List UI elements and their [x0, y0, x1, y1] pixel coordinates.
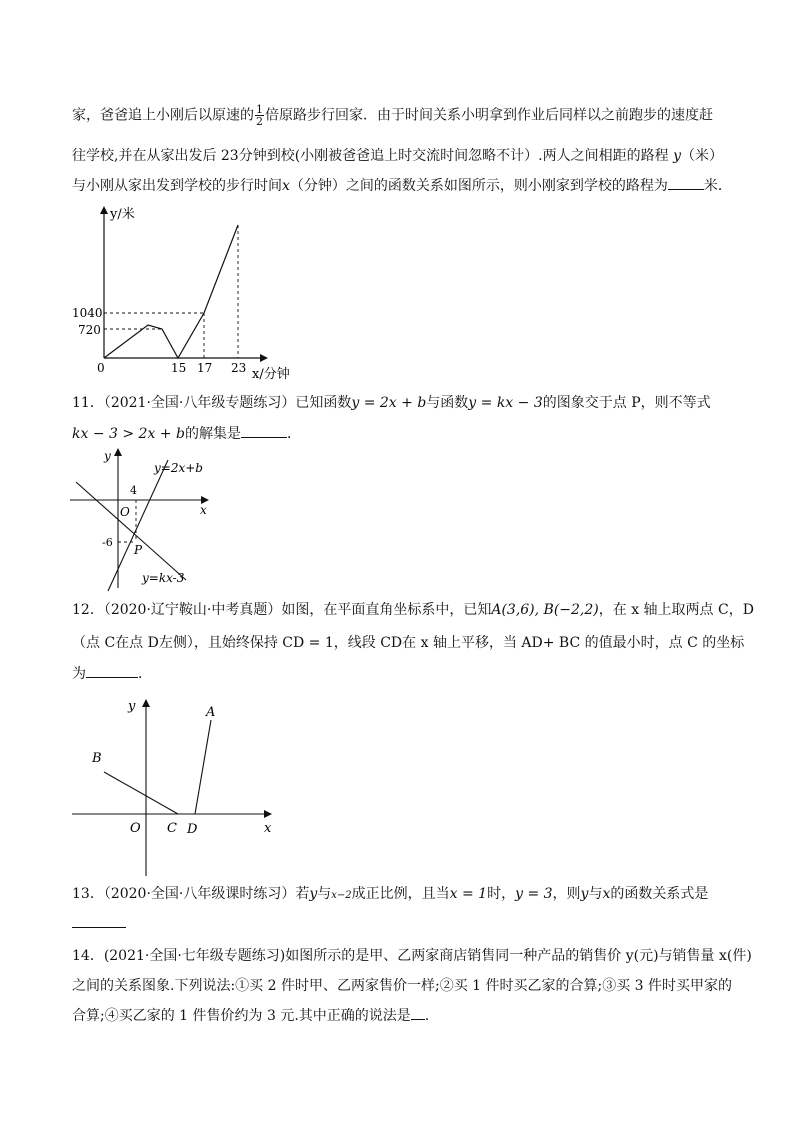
- x-tick-15: 15: [171, 361, 187, 375]
- y-axis-label: y/米: [110, 207, 135, 222]
- q14-line-2: 之间的关系图象.下列说法:①买 2 件时甲、乙两家售价一样;②买 1 件时买乙家的合算;③买 3 件时买甲家的: [72, 978, 733, 994]
- origin-label: O: [130, 821, 141, 836]
- y-tick-720: 720: [78, 323, 101, 337]
- y-tick-1040: 1040: [72, 306, 103, 320]
- x-axis-arrow: [260, 354, 268, 362]
- q10-line-1: 家，爸爸追上小刚后以原速的 $\frac{1}{2}$ 倍原路步行回家．由于时间关系小明拿到作业后同样以之前跑步的速度赶: [72, 103, 713, 128]
- segment-ad: [195, 720, 211, 814]
- point-a-label: A: [206, 705, 216, 720]
- x-axis-arrow: [264, 810, 272, 818]
- origin-label: 0: [97, 361, 105, 375]
- origin-label: O: [120, 505, 130, 519]
- q12-coordinate-graph: [66, 690, 286, 880]
- q13-line-2: [72, 914, 126, 934]
- point-b-label: B: [92, 751, 102, 766]
- x-axis-label: x/分钟: [252, 367, 290, 382]
- q12-line-1: 12．（2020·辽宁鞍山·中考真题）如图，在平面直角坐标系中，已知A(3,6), B(−2,2)，在 x 轴上取两点 C，D: [72, 602, 754, 618]
- x-label: x: [200, 503, 207, 517]
- x-tick-17: 17: [197, 361, 213, 375]
- q11-line-2: kx − 3 > 2x + b的解集是 ．: [72, 426, 301, 442]
- answer-blank[interactable]: [241, 437, 287, 438]
- point-p-label: P: [134, 543, 143, 557]
- line-label-kx-3: y=kx-3: [142, 571, 185, 585]
- x-label: x: [264, 821, 272, 836]
- q14-line-1: 14．(2021·全国·七年级专题练习)如图所示的是甲、乙两家商店销售同一种产品的销售价 y(元)与销售量 x(件): [72, 948, 752, 964]
- q10-line-3: 与小刚从家出发到学校的步行时间x（分钟）之间的函数关系如图所示，则小刚家到学校的路程为 米．: [72, 178, 732, 194]
- q11-intersecting-lines-graph: [66, 444, 216, 592]
- line-label-2x-b: y=2x+b: [154, 461, 203, 475]
- q11-line-1: 11．（2021·全国·八年级专题练习）已知函数y = 2x + b与函数y = kx − 3的图象交于点 P，则不等式: [72, 395, 711, 411]
- y-axis-arrow: [114, 448, 122, 456]
- y-axis-arrow: [142, 699, 150, 707]
- tick-minus-6: -6: [102, 536, 113, 549]
- point-d-label: D: [187, 822, 198, 837]
- q12-line-3: 为 ．: [72, 666, 152, 682]
- segment-bc: [104, 772, 178, 814]
- answer-blank[interactable]: [72, 927, 126, 928]
- q10-line-2: 往学校,并在从家出发后 23分钟到校(小刚被爸爸追上时交流时间忽略不计）.两人之间相距的路程 y（米）: [72, 148, 723, 164]
- q12-line-2: （点 C在点 D左侧），且始终保持 CD = 1，线段 CD在 x 轴上平移，当 AD+ BC 的值最小时，点 C 的坐标: [72, 635, 745, 651]
- q10-distance-time-graph: [70, 200, 300, 385]
- answer-blank[interactable]: [86, 677, 138, 678]
- q13-line-1: 13．（2020·全国·八年级课时练习）若y与x−2成正比例，且当x = 1时，y = 3，则y与x的函数关系式是: [72, 886, 709, 902]
- q14-line-3: 合算;④买乙家的 1 件售价约为 3 元.其中正确的说法是 .: [72, 1008, 430, 1024]
- y-label: y: [104, 449, 111, 463]
- fraction-half: $\frac{1}{2}$: [256, 103, 263, 128]
- x-tick-23: 23: [231, 361, 247, 375]
- answer-blank[interactable]: [411, 1019, 425, 1020]
- distance-curve: [104, 225, 238, 358]
- y-label: y: [128, 699, 136, 714]
- tick-4: 4: [130, 484, 137, 497]
- answer-blank[interactable]: [668, 189, 704, 190]
- y-axis-arrow: [100, 206, 108, 214]
- point-c-label: C: [167, 821, 177, 836]
